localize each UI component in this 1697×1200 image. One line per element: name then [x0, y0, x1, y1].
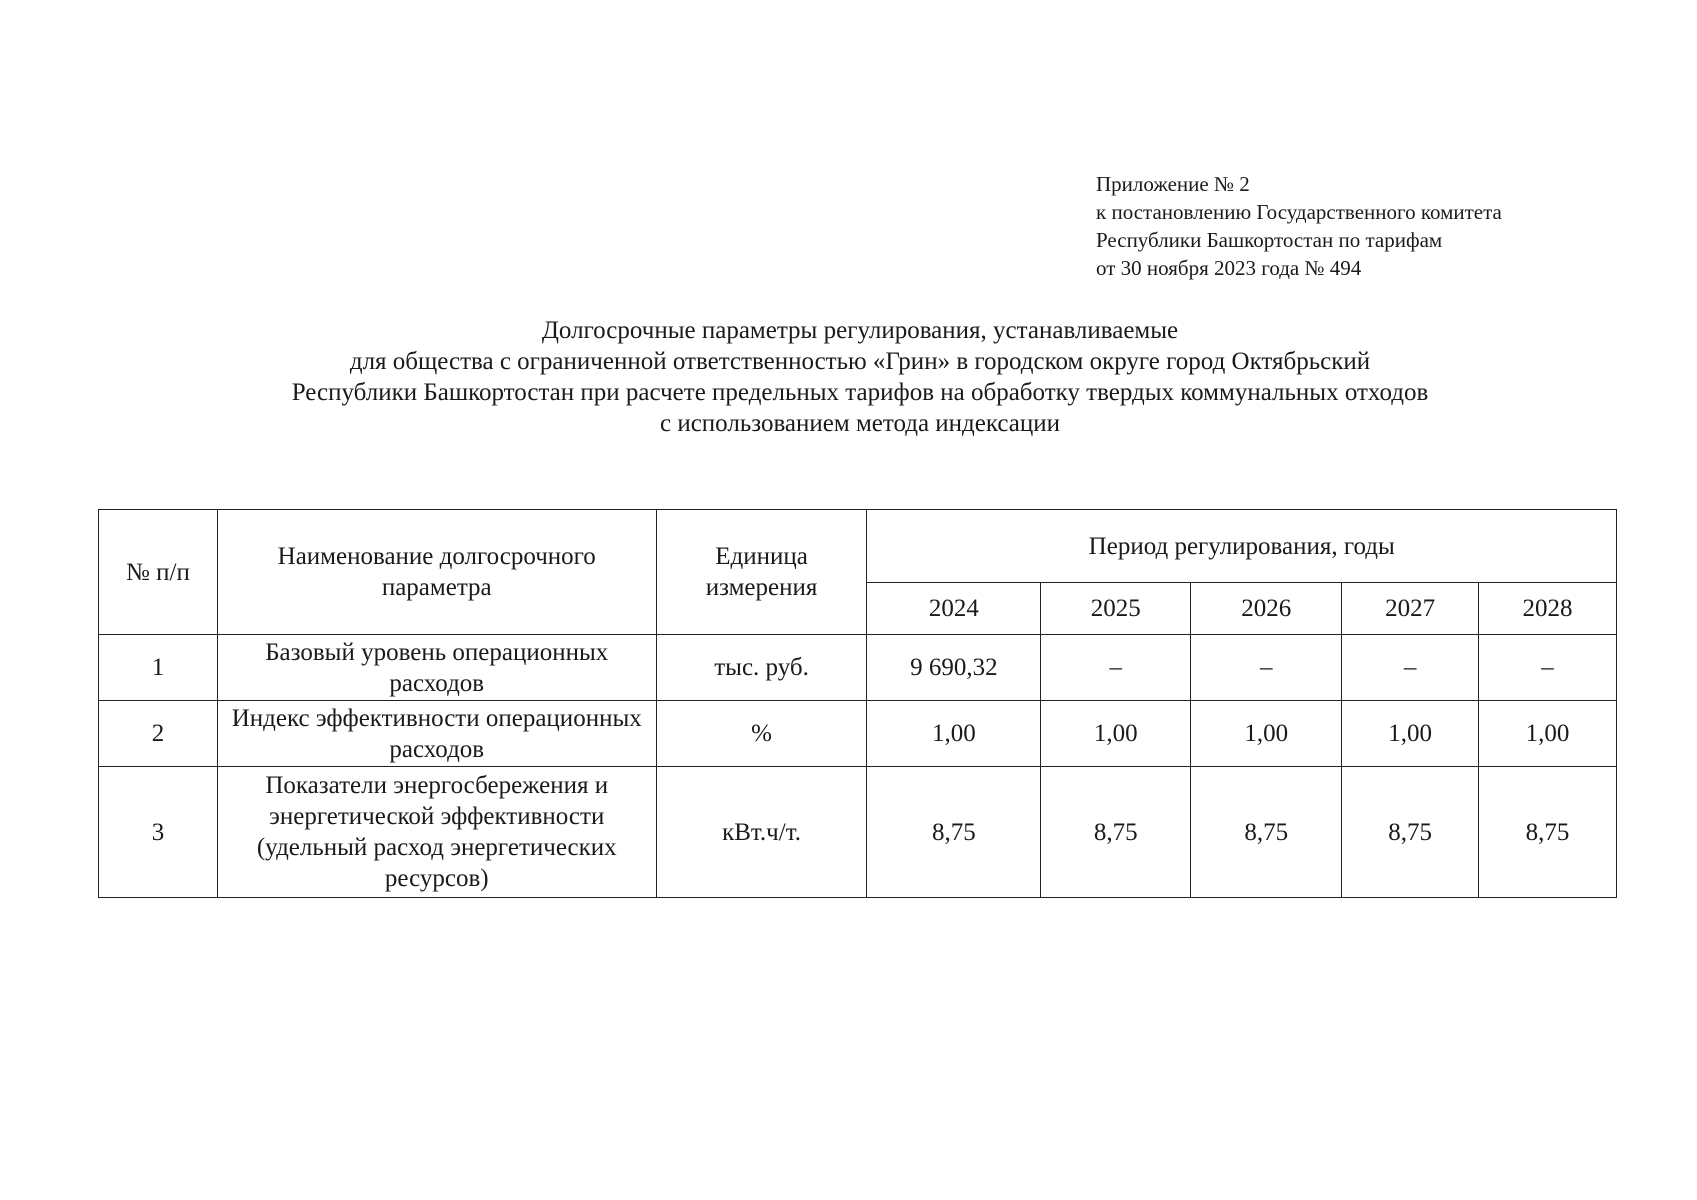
- row-value: 1,00: [1479, 701, 1617, 767]
- header-year: 2025: [1041, 583, 1191, 635]
- header-parameter-name: Наименование долгосрочного параметра: [217, 510, 656, 635]
- appendix-reference: [1096, 170, 1502, 282]
- document-title: [0, 315, 1697, 439]
- row-value: –: [1342, 635, 1479, 701]
- title-line: Республики Башкортостан при расчете предельных тарифов на обработку твердых коммунальных отходов: [291, 379, 1429, 406]
- row-parameter-name: Индекс эффективности операционных расходов: [217, 701, 656, 767]
- header-year: 2024: [867, 583, 1041, 635]
- header-row: [99, 510, 1617, 583]
- appendix-line: Республики Башкортостан по тарифам: [1096, 228, 1443, 252]
- row-value: 1,00: [867, 701, 1041, 767]
- appendix-line: к постановлению Государственного комитета: [1096, 200, 1502, 224]
- row-value: 1,00: [1191, 701, 1342, 767]
- table-row: [99, 767, 1617, 898]
- row-value: –: [1191, 635, 1342, 701]
- table-row: [99, 635, 1617, 701]
- title-line: Долгосрочные параметры регулирования, устанавливаемые: [541, 317, 1179, 344]
- row-value: 8,75: [1191, 767, 1342, 898]
- row-unit: %: [656, 701, 867, 767]
- row-value: 1,00: [1041, 701, 1191, 767]
- row-unit: тыс. руб.: [656, 635, 867, 701]
- appendix-line: Приложение № 2: [1096, 172, 1250, 196]
- row-num: 2: [99, 701, 218, 767]
- title-line: с использованием метода индексации: [659, 410, 1061, 437]
- row-unit: кВт.ч/т.: [656, 767, 867, 898]
- row-value: 8,75: [1479, 767, 1617, 898]
- header-year: 2026: [1191, 583, 1342, 635]
- row-value: 8,75: [1342, 767, 1479, 898]
- row-value: –: [1041, 635, 1191, 701]
- header-year: 2027: [1342, 583, 1479, 635]
- row-parameter-name: Показатели энергосбережения и энергетической эффективности (удельный расход энергетических ресурсов): [217, 767, 656, 898]
- header-period: Период регулирования, годы: [867, 510, 1617, 583]
- row-value: –: [1479, 635, 1617, 701]
- row-num: 3: [99, 767, 218, 898]
- row-value: 8,75: [867, 767, 1041, 898]
- table-row: [99, 701, 1617, 767]
- header-unit: Единица измерения: [656, 510, 867, 635]
- parameters-table: [98, 509, 1617, 898]
- title-line: для общества с ограниченной ответственностью «Грин» в городском округе город Октябрьский: [349, 348, 1371, 375]
- row-num: 1: [99, 635, 218, 701]
- header-num: № п/п: [99, 510, 218, 635]
- row-value: 8,75: [1041, 767, 1191, 898]
- row-value: 9 690,32: [867, 635, 1041, 701]
- row-parameter-name: Базовый уровень операционных расходов: [217, 635, 656, 701]
- appendix-line: от 30 ноября 2023 года № 494: [1096, 256, 1362, 280]
- row-value: 1,00: [1342, 701, 1479, 767]
- header-year: 2028: [1479, 583, 1617, 635]
